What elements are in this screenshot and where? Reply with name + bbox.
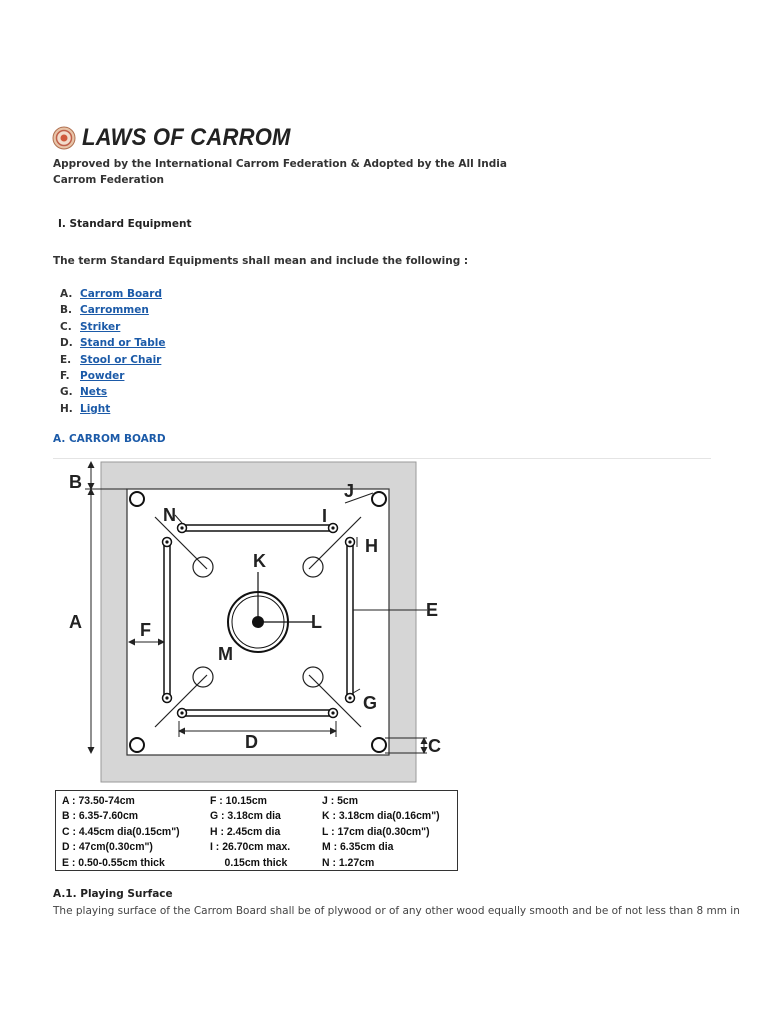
link-nets[interactable]: Nets	[80, 386, 108, 399]
legend-entry: J : 5cm	[322, 795, 359, 807]
label-e: E	[426, 600, 439, 620]
label-a: A	[69, 612, 82, 632]
label-l: L	[311, 612, 322, 632]
legend-entry: E : 0.50-0.55cm thick	[62, 856, 165, 869]
legend-entry: C : 4.45cm dia(0.15cm")	[62, 825, 180, 838]
link-carrommen[interactable]: Carrommen	[80, 304, 149, 317]
list-letter: G.	[60, 386, 73, 399]
legend-entry: B : 6.35-7.60cm	[62, 810, 139, 823]
section-heading: I. Standard Equipment	[58, 218, 192, 230]
legend-entry: 0.15cm thick	[210, 856, 288, 869]
label-i: I	[322, 506, 328, 526]
list-letter: F.	[60, 369, 70, 382]
list-item	[60, 335, 166, 351]
legend-entry: H : 2.45cm dia	[210, 825, 281, 838]
playing-surface-heading: A.1. Playing Surface	[53, 888, 173, 900]
legend-entry: F : 10.15cm	[210, 795, 267, 807]
label-f: F	[140, 620, 151, 640]
legend-column	[62, 794, 180, 871]
label-j: J	[344, 481, 355, 501]
link-light[interactable]: Light	[80, 402, 111, 415]
list-item	[60, 302, 166, 318]
legend-entry: D : 47cm(0.30cm")	[62, 841, 153, 854]
label-d: D	[245, 732, 258, 752]
list-item	[60, 384, 166, 400]
list-letter: E.	[60, 353, 72, 366]
legend-entry: L : 17cm dia(0.30cm")	[322, 825, 430, 838]
list-letter: C.	[60, 320, 72, 333]
page-title: LAWS OF CARROM	[82, 124, 291, 151]
label-c: C	[428, 736, 441, 756]
dimension-legend	[55, 790, 458, 871]
page-subtitle: Approved by the International Carrom Federation & Adopted by the All India Carrom Federation	[53, 158, 507, 186]
list-item	[60, 352, 166, 368]
section-intro: The term Standard Equipments shall mean and include the following :	[53, 255, 469, 267]
link-powder[interactable]: Powder	[80, 369, 125, 382]
label-b: B	[69, 472, 82, 492]
link-carrom-board[interactable]: Carrom Board	[80, 288, 162, 300]
link-striker[interactable]: Striker	[80, 320, 121, 333]
carrom-coin-icon	[52, 126, 76, 150]
legend-entry: M : 6.35cm dia	[322, 841, 394, 854]
label-n: N	[163, 505, 176, 525]
legend-entry: A : 73.50-74cm	[62, 795, 135, 807]
label-k: K	[253, 551, 266, 571]
link-stool-or-chair[interactable]: Stool or Chair	[80, 353, 162, 366]
link-stand-or-table[interactable]: Stand or Table	[80, 337, 166, 350]
list-item	[60, 286, 166, 302]
list-item	[60, 368, 166, 384]
playing-surface-text: The playing surface of the Carrom Board shall be of plywood or of any other wood equally smooth and be of not less than 8 mm in	[53, 905, 740, 917]
list-item	[60, 401, 166, 417]
carrom-board-diagram	[55, 459, 455, 785]
label-m: M	[218, 644, 233, 664]
legend-column	[210, 794, 290, 871]
carrom-board-heading: A. CARROM BOARD	[53, 433, 166, 445]
list-letter: D.	[60, 337, 73, 350]
label-g: G	[363, 693, 378, 713]
legend-column	[322, 794, 440, 871]
list-item	[60, 319, 166, 335]
list-letter: A.	[60, 288, 73, 300]
legend-entry: I : 26.70cm max.	[210, 841, 291, 854]
list-letter: H.	[60, 402, 73, 415]
title-row	[52, 124, 309, 152]
legend-entry: G : 3.18cm dia	[210, 810, 281, 823]
label-h: H	[365, 536, 378, 556]
list-letter: B.	[60, 304, 72, 317]
legend-entry: N : 1.27cm	[322, 856, 375, 869]
legend-entry: K : 3.18cm dia(0.16cm")	[322, 810, 440, 823]
equipment-list	[60, 286, 166, 417]
